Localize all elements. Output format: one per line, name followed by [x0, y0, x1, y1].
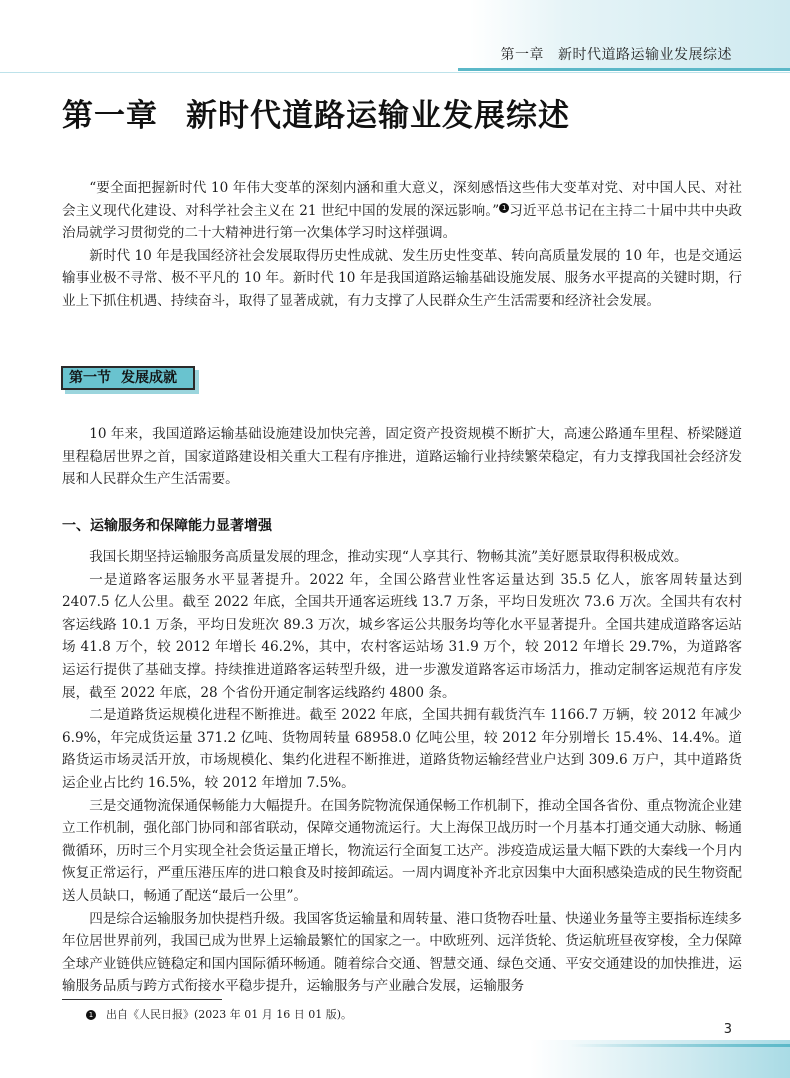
footnote-rule — [62, 999, 222, 1000]
subsection-heading: 一、运输服务和保障能力显著增强 — [62, 518, 272, 534]
section-heading — [61, 366, 195, 390]
section-intro-paragraph: 10 年来，我国道路运输基础设施建设加快完善，固定资产投资规模不断扩大，高速公路通车里程、桥梁隧道里程稳居世界之首，国家道路建设相关重大工程有序推进，道路运输行业持续繁荣稳定，有力支撑我国社会经济发展和人民群众生产生活需要。 — [62, 426, 742, 488]
chapter-title-name: 新时代道路运输业发展综述 — [186, 98, 570, 134]
footnote-marker: 1 — [86, 1010, 96, 1020]
footnote-text: 出自《人民日报》(2023 年 01 月 16 日 01 版)。 — [106, 1008, 353, 1021]
body-paragraph: 四是综合运输服务加快提档升级。我国客货运输量和周转量、港口货物吞吐量、快递业务量等主要指标连续多年位居世界前列，我国已成为世界上运输最繁忙的国家之一。中欧班列、远洋货轮、货运航班昼夜穿梭，全力保障全球产业链供应链稳定和国内国际循环畅通。随着综合交通、智慧交通、绿色交通、平安交通建设的加快推进，运输服务品质与跨方式衔接水平稳步提升，运输服务与产业融合发展，运输服务 — [62, 910, 742, 995]
main-body-text — [62, 546, 742, 998]
running-head-chapter: 第一章 — [500, 47, 544, 63]
section-label: 第一节 — [69, 370, 111, 386]
footer-band — [530, 1040, 790, 1078]
intro-paragraph: 新时代 10 年是我国经济社会发展取得历史性成就、发生历史性变革、转向高质量发展的 10 年，也是交通运输事业极不寻常、极不平凡的 10 年。新时代 10 年是我国道路运输基础设施发展、服务水平提高的关键时期，行业上下抓住机遇、持续奋斗，取得了显著成就，有力支撑了人民群众生产生活需要和经济社会发展。 — [62, 247, 742, 309]
page-number: 3 — [723, 1022, 732, 1037]
chapter-title-label: 第一章 — [62, 98, 158, 134]
body-paragraph: 我国长期坚持运输服务高质量发展的理念，推动实现“人享其行、物畅其流”美好愿景取得积极成效。 — [89, 549, 688, 565]
quote-attribution: 习近平总书记在主持二十届中共中央政治局就学习贯彻党的二十大精神进行第一次集体学习时这样强调。 — [62, 202, 742, 242]
section-intro-text — [62, 423, 742, 491]
section-name: 发展成就 — [121, 370, 177, 386]
header-rule-thin — [0, 72, 790, 73]
intro-paragraph — [62, 177, 742, 245]
body-paragraph: 一是道路客运服务水平显著提升。2022 年，全国公路营业性客运量达到 35.5 亿人，旅客周转量达到 2407.5 亿人公里。截至 2022 年底，全国共开通客运班线 13.7 万条，平均日发班次 73.6 万次。全国共有农村客运线路 10.1 万条，平均日发班次 89.3 万次，城乡客运公共服务均等化水平显著提升。全国共建成道路客运站场 41.8 万个，较 2012 年增长 46.2%，其中，农村客运站场 31.9 万个，较 2012 年增长 29.7%，为道路客运运行提供了基础支撑。持续推进道路客运转型升级，进一步激发道路客运市场活力，推动定制客运规范有序发展，截至 2022 年底，28 个省份开通定制客运线路约 4800 条。 — [62, 571, 742, 701]
running-head-title: 新时代道路运输业发展综述 — [558, 47, 732, 63]
quote-text: “要全面把握新时代 10 年伟大变革的深刻内涵和重大意义，深刻感悟这些伟大变革对党、对中国人民、对社会主义现代化建设、对科学社会主义在 21 世纪中国的发展的深远影响。” — [62, 180, 742, 219]
body-paragraph: 二是道路货运规模化进程不断推进。截至 2022 年底，全国共拥有载货汽车 1166.7 万辆，较 2012 年减少 6.9%，年完成货运量 371.2 亿吨、货物周转量 68958.0 亿吨公里，较 2012 年分别增长 15.4%、14.4%。道路货运市场灵活开放，市场规模化、集约化进程不断推进，道路货物运输经营业户达到 309.6 万户，其中道路货运企业占比约 16.5%，较 2012 年增加 7.5%。 — [62, 707, 742, 791]
footnote — [86, 1006, 352, 1022]
footnote-reference[interactable]: 1 — [499, 203, 509, 213]
header-rule — [458, 68, 790, 71]
running-head — [501, 44, 733, 64]
chapter-title — [62, 90, 570, 135]
intro-text — [62, 177, 742, 313]
body-paragraph: 三是交通物流保通保畅能力大幅提升。在国务院物流保通保畅工作机制下，推动全国各省份、重点物流企业建立工作机制，强化部门协同和部省联动，保障交通物流运行。大上海保卫战历时一个月基本打通交通大动脉、畅通微循环，历时三个月实现全社会货运量正增长，物流运行全面复工达产。涉疫造成运量大幅下跌的大秦线一个月内恢复正常运行，严重压港压库的进口粮食及时接卸疏运。一周内调度补齐北京因集中大面积感染造成的民生物资配送人员缺口，畅通了配送“最后一公里”。 — [62, 797, 742, 904]
